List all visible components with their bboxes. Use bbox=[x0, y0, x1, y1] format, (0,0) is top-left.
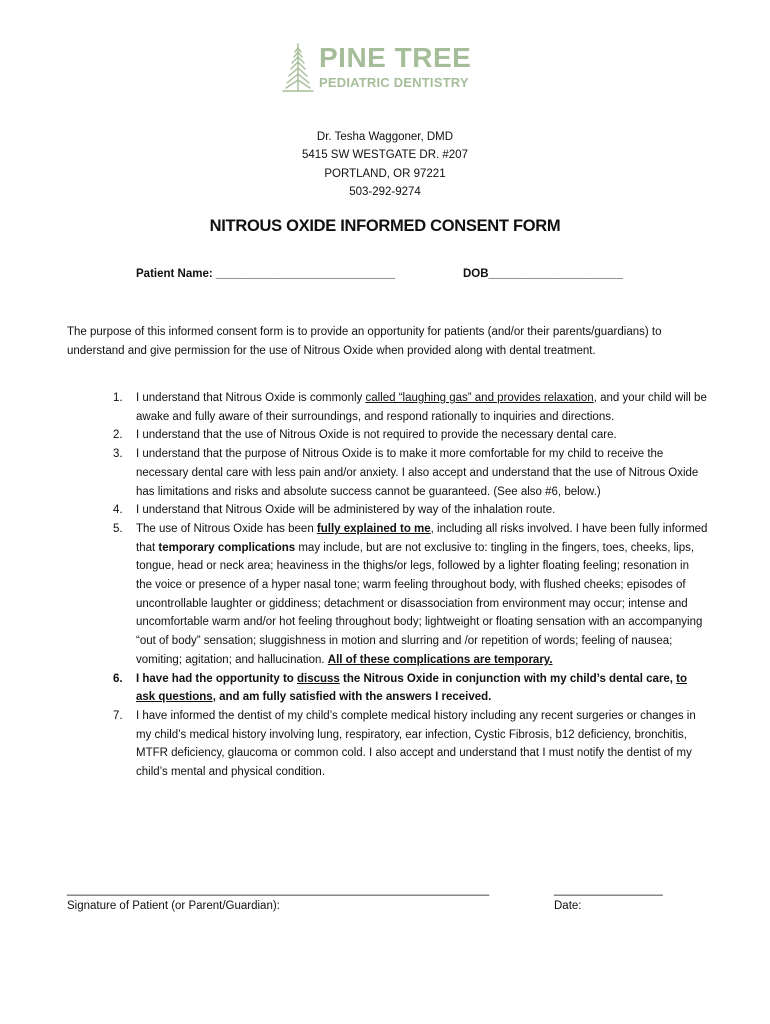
list-item bbox=[0, 445, 708, 501]
item-text: , and your child will be awake and fully aware of their surroundings, and respond rationally to inquiries and directions. bbox=[136, 392, 707, 423]
item-text: , including all risks involved. I have been fully informed that bbox=[136, 522, 708, 554]
item-text-bold-underlined: fully explained to me bbox=[316, 522, 431, 535]
pine-tree-icon bbox=[282, 42, 314, 94]
item-text: I understand that Nitrous Oxide will be administered by way of the inhalation route. bbox=[136, 504, 556, 517]
brand-name: PINE TREE bbox=[319, 42, 472, 73]
list-item bbox=[0, 520, 708, 670]
signature-line[interactable]: __________________________________________________________________ bbox=[67, 884, 490, 896]
date-label: Date: bbox=[554, 900, 582, 912]
item-number: 2. bbox=[113, 429, 123, 442]
city-state-zip: PORTLAND, OR 97221 bbox=[324, 167, 446, 180]
dob-field[interactable]: DOB_____________________ bbox=[463, 268, 623, 280]
item-text: I have informed the dentist of my child’s complete medical history including any recent surgeries or changes in my child’s medical history involving lung, respiratory, ear infection, Cystic Fibrosis, b12 deficiency, bronchitis, MTFR deficiency, glaucoma or common cold. I also accept and understand that I must notify the dentist of my child’s mental and physical condition. bbox=[136, 709, 696, 779]
item-number: 1. bbox=[113, 392, 123, 404]
brand-subtitle: PEDIATRIC DENTISTRY bbox=[319, 75, 469, 90]
item-text: I understand that Nitrous Oxide is commonly bbox=[136, 392, 366, 404]
practice-logo bbox=[282, 42, 492, 94]
item-number: 4. bbox=[113, 504, 123, 517]
item-text-underlined: to ask questions bbox=[136, 672, 688, 704]
street-address: 5415 SW WESTGATE DR. #207 bbox=[302, 149, 468, 162]
list-item bbox=[0, 389, 708, 426]
item-number: 7. bbox=[113, 709, 123, 722]
signature-label: Signature of Patient (or Parent/Guardian): bbox=[67, 900, 280, 912]
list-item bbox=[0, 426, 708, 445]
consent-terms-list bbox=[0, 389, 770, 782]
item-number: 3. bbox=[113, 448, 123, 461]
address-block bbox=[0, 128, 770, 202]
phone-number: 503-292-9274 bbox=[349, 186, 421, 199]
list-item bbox=[0, 501, 708, 520]
doctor-name: Dr. Tesha Waggoner, DMD bbox=[316, 131, 454, 143]
item-text: may include, but are not exclusive to: tingling in the fingers, toes, cheeks, lips, tongue, head or neck area; heaviness in the thighs/or legs, followed by a lighter floating feeling; resonation in the voice or presence of a hyper nasal tone; warm feeling throughout body, with flushed cheeks; episodes of uncontrollable laughter or giddiness; detachment or disassociation from environment may occur; intense and uncomfortable warm and/or hot feeling throughout body; lightweight or floating sensation with an accompanying “out of body” sensation; sluggishness in motion and slurring and /or repetition of words; feeling of nausea; vomiting; agitation; and hallucination. bbox=[136, 541, 703, 666]
item-text: I have had the opportunity to bbox=[136, 672, 297, 685]
item-text: I understand that the purpose of Nitrous Oxide is to make it more comfortable for my child to receive the necessary dental care with less pain and/or anxiety. I also accept and understand that the use of Nitrous Oxide has limitations and risks and absolute success cannot be guaranteed. (See also #6, below.) bbox=[136, 448, 699, 498]
item-text-bold-underlined: All of these complications are temporary. bbox=[327, 653, 553, 666]
item-text: I understand that the use of Nitrous Oxide is not required to provide the necessary dental care. bbox=[136, 429, 617, 442]
item-number: 6. bbox=[113, 672, 123, 685]
item-text-underlined: called “laughing gas” and provides relaxation bbox=[365, 392, 594, 404]
item-text: the Nitrous Oxide in conjunction with my child’s dental care, bbox=[339, 672, 677, 685]
patient-name-field[interactable]: Patient Name: ____________________________ bbox=[136, 268, 395, 280]
intro-paragraph: The purpose of this informed consent form is to provide an opportunity for patients (and/or their parents/guardians) to understand and give permission for the use of Nitrous Oxide when provided along with dental treatment. bbox=[67, 326, 662, 357]
item-text-underlined: discuss bbox=[297, 672, 340, 685]
list-item bbox=[0, 670, 708, 707]
date-line[interactable]: _________________ bbox=[554, 884, 663, 896]
list-item bbox=[0, 707, 708, 782]
item-number: 5. bbox=[113, 522, 123, 535]
item-text: , and am fully satisfied with the answers I received. bbox=[212, 691, 492, 704]
form-title: NITROUS OXIDE INFORMED CONSENT FORM bbox=[209, 217, 561, 235]
item-text-bold: temporary complications bbox=[158, 541, 296, 554]
item-text: The use of Nitrous Oxide has been bbox=[136, 522, 317, 535]
